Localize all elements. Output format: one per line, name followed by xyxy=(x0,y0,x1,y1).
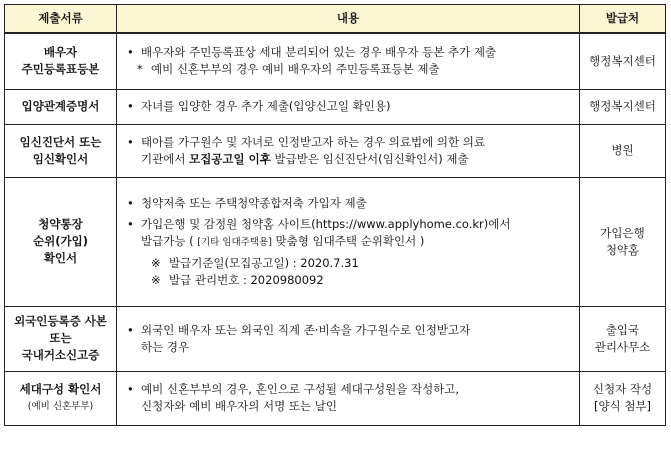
highlight-text: 모집공고일 이후 xyxy=(189,151,271,166)
doc-name: 국내거소신고증 xyxy=(21,348,100,362)
bullet-icon: • xyxy=(127,99,134,113)
issuer-text: 가입은행 xyxy=(600,225,645,240)
doc-name: 임신확인서 xyxy=(32,151,89,166)
doc-name-cell xyxy=(5,306,117,371)
documents-table xyxy=(4,4,666,426)
doc-name: 임신진단서 또는 xyxy=(19,134,102,149)
issuer-text: [양식 첨부] xyxy=(593,399,652,413)
doc-name-cell xyxy=(5,371,117,425)
content-cell xyxy=(117,306,580,371)
content-line xyxy=(127,44,575,61)
doc-name: 세대구성 확인서 xyxy=(19,382,102,396)
content-text: 배우자와 주민등록표상 세대 분리되어 있는 경우 배우자 등본 추가 제출 xyxy=(141,45,497,60)
doc-name: 입양관계증명서 xyxy=(21,99,100,113)
small-text: [기타 임대주택용] xyxy=(197,236,272,248)
doc-name: 외국인등록증 사본 xyxy=(14,314,107,328)
issuer-cell xyxy=(580,124,666,177)
content-text: 자녀를 입양한 경우 추가 제출(입양신고일 확인용) xyxy=(141,99,391,113)
content-line xyxy=(127,195,575,212)
bullet-icon: • xyxy=(127,322,134,337)
table-row xyxy=(5,371,666,425)
doc-name: 주민등록표등본 xyxy=(21,62,100,77)
reference-mark-icon: ※ xyxy=(151,272,161,287)
issuer-text: 출입국 xyxy=(605,322,640,337)
doc-name: 배우자 xyxy=(43,45,78,60)
doc-name: 확인서 xyxy=(43,251,78,265)
table-row xyxy=(5,306,666,371)
table-row xyxy=(5,89,666,124)
bullet-icon: • xyxy=(127,195,134,210)
content-text: 맞춤형 임대주택 순위확인서 ) xyxy=(271,233,425,248)
issuer-cell xyxy=(580,306,666,371)
content-line xyxy=(127,322,575,356)
issuer-text: 행정복지센터 xyxy=(589,99,656,113)
table-row xyxy=(5,33,666,89)
bullet-icon: • xyxy=(127,134,134,149)
note-line xyxy=(127,61,575,78)
doc-name-cell xyxy=(5,124,117,177)
doc-name-cell xyxy=(5,33,117,89)
bullet-icon: • xyxy=(127,216,134,231)
issuer-text: 행정복지센터 xyxy=(589,53,656,68)
reference-mark-icon: ※ xyxy=(151,255,161,270)
header-content: 내용 xyxy=(117,5,580,34)
doc-name-note: (예비 신혼부부) xyxy=(27,401,94,412)
content-line xyxy=(127,98,575,115)
content-text: 기관에서 xyxy=(141,151,190,166)
issuer-text: 병원 xyxy=(611,143,634,157)
content-text: 가입은행 및 감정원 청약홈 사이트(https://www.applyhome.co.kr)에서 xyxy=(141,216,511,231)
header-documents: 제출서류 xyxy=(5,5,117,34)
content-text: 태아를 가구원수 및 자녀로 인정받고자 하는 경우 의료법에 의한 의료 xyxy=(141,134,485,149)
content-cell xyxy=(117,124,580,177)
content-cell xyxy=(117,371,580,425)
issuer-text: 신청자 작성 xyxy=(592,382,653,396)
doc-name-cell xyxy=(5,177,117,306)
issuer-cell xyxy=(580,371,666,425)
issuer-cell xyxy=(580,89,666,124)
note-text: 예비 신혼부부의 경우 예비 배우자의 주민등록표등본 제출 xyxy=(151,62,440,77)
content-cell xyxy=(117,177,580,306)
content-text: 발급가능 ( xyxy=(141,233,198,248)
content-line xyxy=(127,134,575,168)
content-cell xyxy=(117,89,580,124)
doc-name-cell xyxy=(5,89,117,124)
content-text: 하는 경우 xyxy=(141,339,190,354)
table-row xyxy=(5,177,666,306)
asterisk-icon: * xyxy=(137,62,143,77)
doc-name: 또는 xyxy=(49,331,72,345)
reference-text: 발급기준일(모집공고일) : 2020.7.31 xyxy=(169,255,359,270)
content-text: 청약저축 또는 주택청약종합저축 가입자 제출 xyxy=(141,195,367,210)
doc-name: 청약통장 xyxy=(38,217,83,231)
issuer-cell xyxy=(580,33,666,89)
content-text: 예비 신혼부부의 경우, 혼인으로 구성될 세대구성원을 작성하고, xyxy=(141,382,460,396)
table-header-row xyxy=(5,5,666,34)
content-line xyxy=(127,216,575,251)
content-line xyxy=(127,381,575,415)
content-text: 발급받은 임신진단서(임신확인서) 제출 xyxy=(270,151,469,166)
reference-line xyxy=(127,255,575,272)
header-issuer: 발급처 xyxy=(580,5,666,34)
doc-name: 순위(가입) xyxy=(33,234,88,248)
table-row xyxy=(5,124,666,177)
issuer-text: 청약홈 xyxy=(605,242,640,257)
issuer-text: 관리사무소 xyxy=(594,339,651,354)
reference-line xyxy=(127,272,575,289)
content-text: 외국인 배우자 또는 외국인 직계 존·비속을 가구원수로 인정받고자 xyxy=(141,322,471,337)
bullet-icon: • xyxy=(127,382,134,396)
content-cell xyxy=(117,33,580,89)
issuer-cell xyxy=(580,177,666,306)
content-text: 신청자와 예비 배우자의 서명 또는 날인 xyxy=(141,399,338,413)
bullet-icon: • xyxy=(127,45,134,60)
reference-text: 발급 관리번호 : 2020980092 xyxy=(169,272,324,287)
